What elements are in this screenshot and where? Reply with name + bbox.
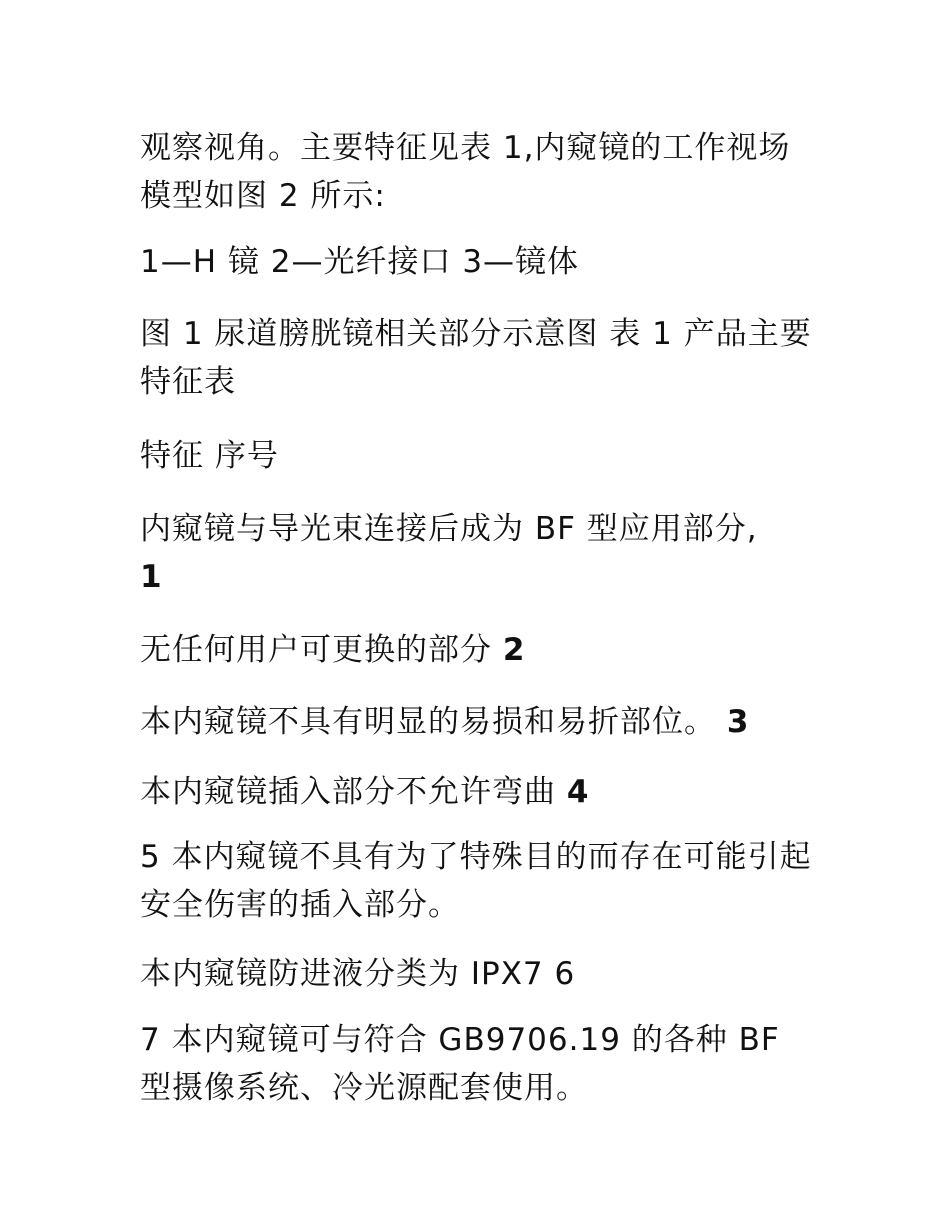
table-row: [140, 768, 820, 816]
paragraph-text: 本内窥镜不具有明显的易损和易折部位。: [140, 704, 727, 740]
paragraph-intro: [140, 124, 820, 220]
row-number: 2: [502, 632, 526, 668]
table-row: [140, 698, 820, 746]
paragraph-captions: [140, 310, 820, 406]
paragraph-text: 观察视角。主要特征见表 1,内窥镜的工作视场模型如图 2 所示:: [140, 130, 791, 214]
table-row: [140, 1016, 820, 1112]
row-number: 4: [566, 774, 590, 810]
table-row: [140, 505, 820, 601]
table-row: [140, 950, 820, 998]
table-row: [140, 626, 820, 674]
paragraph-text: 1—H 镜 2—光纤接口 3—镜体: [140, 244, 580, 280]
row-number: 3: [726, 704, 750, 740]
paragraph-text: 本内窥镜插入部分不允许弯曲: [140, 774, 567, 810]
paragraph-text: 内窥镜与导光束连接后成为 BF 型应用部分,: [140, 511, 758, 547]
table-header: [140, 432, 820, 480]
paragraph-text: 图 1 尿道膀胱镜相关部分示意图 表 1 产品主要特征表: [140, 316, 812, 400]
paragraph-figure-legend: [140, 238, 820, 286]
paragraph-text: 无任何用户可更换的部分: [140, 632, 503, 668]
paragraph-text: 特征 序号: [140, 438, 279, 474]
paragraph-text: 本内窥镜防进液分类为 IPX7 6: [140, 956, 576, 992]
paragraph-text: 7 本内窥镜可与符合 GB9706.19 的各种 BF 型摄像系统、冷光源配套使用。: [140, 1022, 780, 1106]
row-number: 1: [140, 559, 163, 595]
table-row: [140, 833, 820, 929]
paragraph-text: 5 本内窥镜不具有为了特殊目的而存在可能引起安全伤害的插入部分。: [140, 839, 812, 923]
